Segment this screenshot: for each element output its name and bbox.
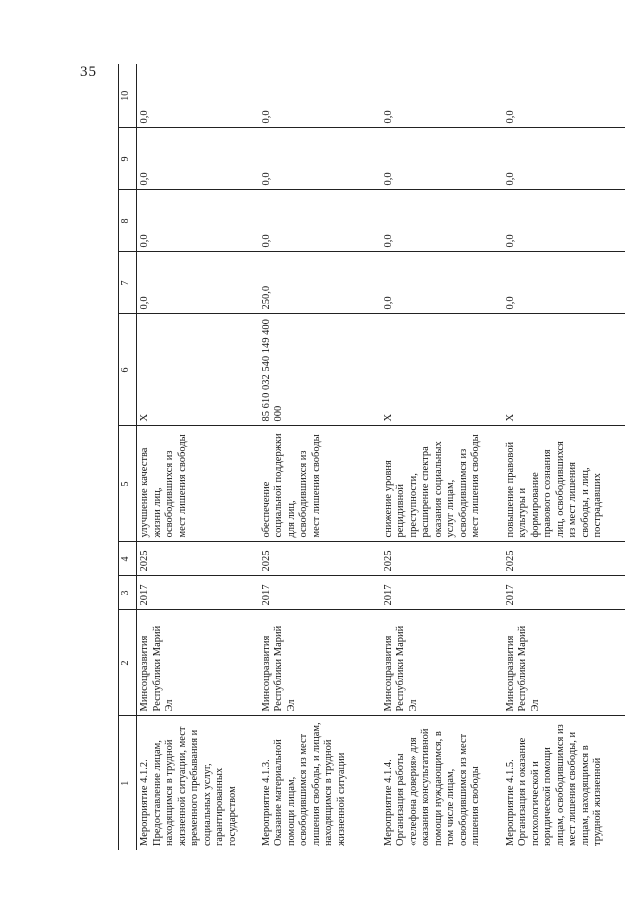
value-col-8: 0,0 — [381, 190, 503, 252]
table-row — [381, 64, 503, 850]
value-col-7: 0,0 — [137, 252, 259, 314]
end-year: 2025 — [137, 542, 259, 576]
value-col-7: 0,0 — [503, 252, 625, 314]
measure-name: Мероприятие 4.1.4. Организация работы «телефона доверия» для оказания консультативной помощи нуждающимся, в том числе лицам, освободившимся из мест лишения свободы — [381, 716, 503, 850]
col-header-2: 2 — [119, 610, 137, 716]
value-col-8: 0,0 — [259, 190, 381, 252]
col-header-4: 4 — [119, 542, 137, 576]
value-col-8: 0,0 — [503, 190, 625, 252]
end-year: 2025 — [503, 542, 625, 576]
budget-code: 85 610 032 540 149 400 000 — [259, 314, 381, 426]
start-year: 2017 — [259, 576, 381, 610]
measure-name: Мероприятие 4.1.3. Оказание материальной помощи лицам, освободившимся из мест лишения свободы, и лицам, находящимся в трудной жизненной ситуации — [259, 716, 381, 850]
end-year: 2025 — [259, 542, 381, 576]
col-header-1: 1 — [119, 716, 137, 850]
col-header-10: 10 — [119, 64, 137, 128]
measure-name: Мероприятие 4.1.2. Предоставление лицам, находящимся в трудной жизненной ситуации, мест временного пребывания и социальных услуг, гарантированных государством — [137, 716, 259, 850]
value-col-9: 0,0 — [381, 128, 503, 190]
table-row — [259, 64, 381, 850]
page-number: 35 — [80, 64, 97, 80]
start-year: 2017 — [381, 576, 503, 610]
column-number-row — [119, 64, 137, 850]
table-row — [137, 64, 259, 850]
responsible-executor: Минсоцразвития Республики Марий Эл — [381, 610, 503, 716]
value-col-9: 0,0 — [503, 128, 625, 190]
expected-result: снижение уровня рецидивной преступности, расширение спектра оказания социальных услуг лицам, освободившимся из мест лишения свободы — [381, 426, 503, 542]
expected-result: обеспечение социальной поддержки для лиц, освободившихся из мест лишения свободы — [259, 426, 381, 542]
value-col-7: 0,0 — [381, 252, 503, 314]
value-col-9: 0,0 — [259, 128, 381, 190]
program-measures-table — [118, 64, 625, 850]
end-year: 2025 — [381, 542, 503, 576]
value-col-9: 0,0 — [137, 128, 259, 190]
value-col-10: 0,0 — [260, 110, 272, 124]
col-header-8: 8 — [119, 190, 137, 252]
expected-result: улучшение качества жизни лиц, освободившихся из мест лишения свободы — [137, 426, 259, 542]
responsible-executor: Минсоцразвития Республики Марий Эл — [137, 610, 259, 716]
value-col-10: 0,0 — [382, 110, 394, 124]
value-col-7: 250,0 — [259, 252, 381, 314]
value-col-10: 0,0 — [139, 110, 150, 124]
responsible-executor: Минсоцразвития Республики Марий Эл — [259, 610, 381, 716]
start-year: 2017 — [503, 576, 625, 610]
value-col-10: 0,0 — [504, 110, 516, 124]
budget-code: Х — [137, 314, 259, 426]
table-row — [503, 64, 625, 850]
col-header-5: 5 — [119, 426, 137, 542]
col-header-9: 9 — [119, 128, 137, 190]
start-year: 2017 — [137, 576, 259, 610]
measure-name: Мероприятие 4.1.5. Организация и оказание психологической и юридической помощи лицам, освободившимся из мест лишения свободы, и лицам, находящимся в трудной жизненной — [503, 716, 625, 850]
responsible-executor: Минсоцразвития Республики Марий Эл — [503, 610, 625, 716]
budget-code: Х — [381, 314, 503, 426]
col-header-3: 3 — [119, 576, 137, 610]
col-header-6: 6 — [119, 314, 137, 426]
budget-code: Х — [503, 314, 625, 426]
rotated-table-frame — [118, 64, 624, 850]
value-col-8: 0,0 — [137, 190, 259, 252]
col-header-7: 7 — [119, 252, 137, 314]
expected-result: повышение правовой культуры и формирование правового сознания лиц, освободившихся из мест лишения свободы, и лиц, пострадавших — [503, 426, 625, 542]
